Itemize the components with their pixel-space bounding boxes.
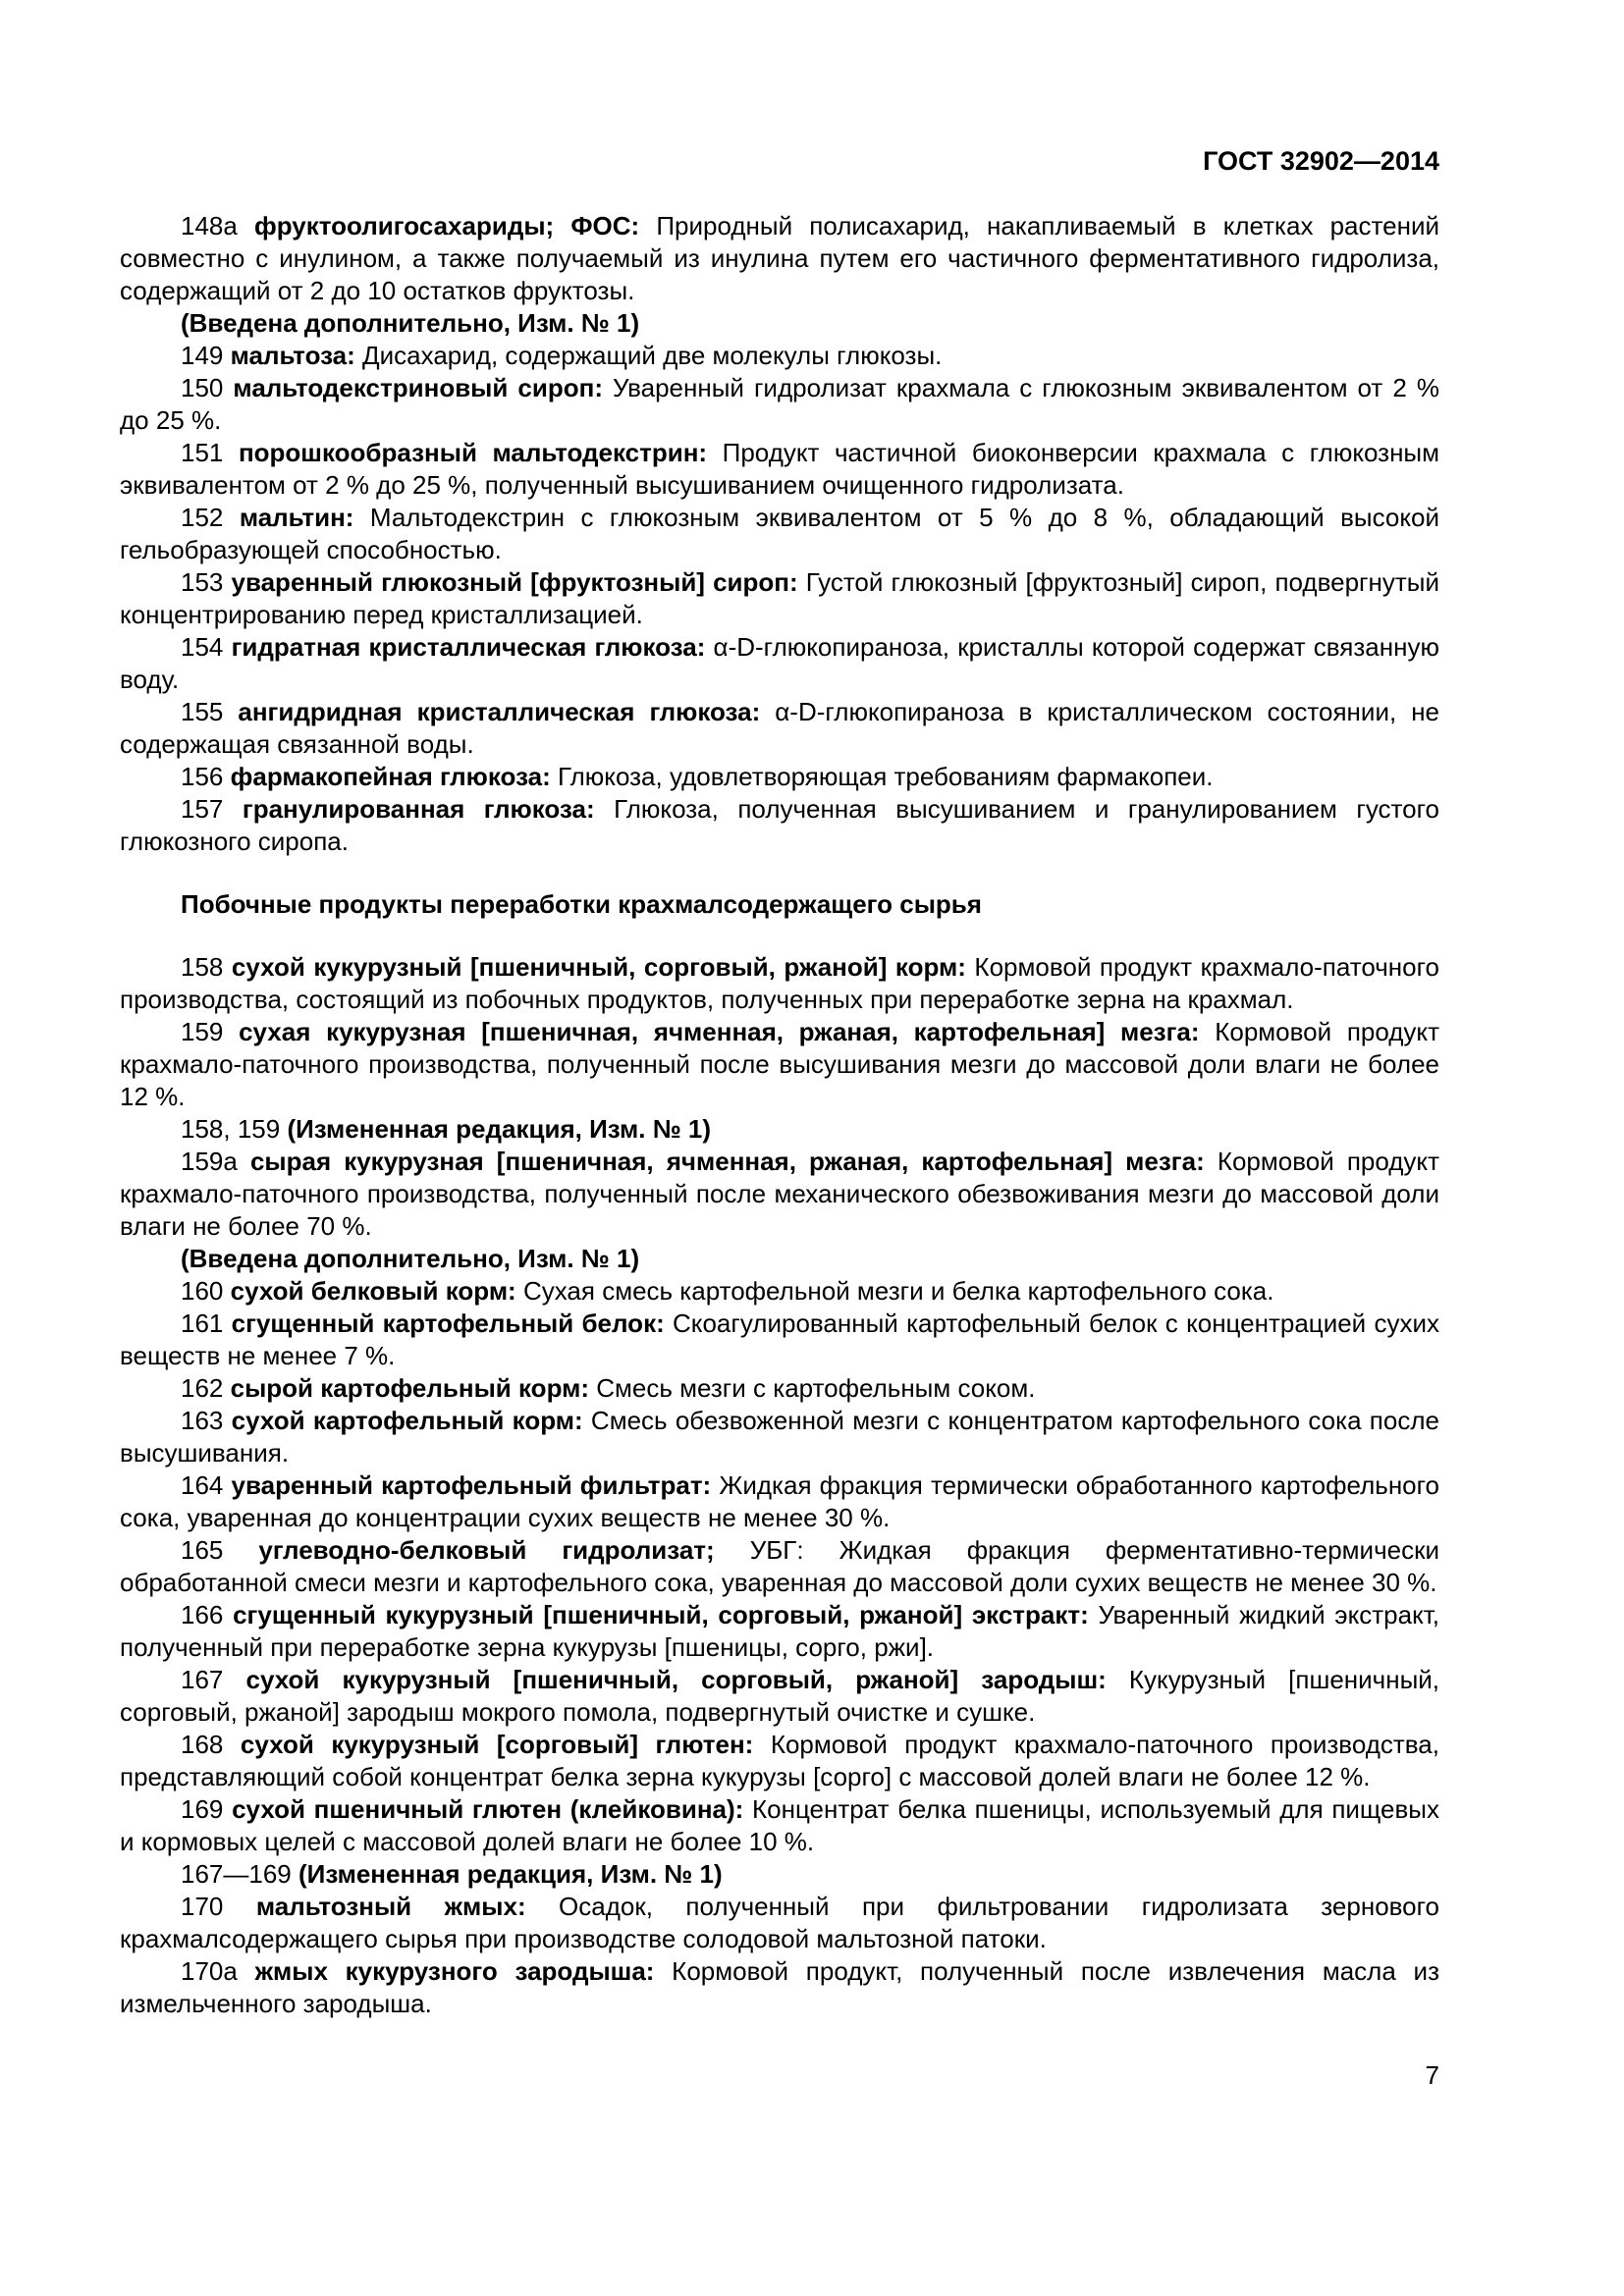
text-segment: α-D-глюкопираноза, кристаллы которой содержат связанную воду. [120, 632, 1439, 694]
bold-text-segment: мальтоза: [230, 341, 355, 370]
text-segment: Смесь обезвоженной мезги с концентратом картофельного сока после высушивания. [120, 1406, 1439, 1468]
text-segment: 154 [181, 632, 232, 662]
document-content [120, 210, 1439, 2020]
text-segment: 153 [181, 567, 232, 597]
page-number: 7 [1425, 2060, 1439, 2090]
text-segment: 152 [181, 503, 240, 532]
text-segment: α-D-глюкопираноза в кристаллическом состоянии, не содержащая связанной воды. [120, 697, 1440, 759]
amendment-note [120, 1858, 1439, 1891]
text-segment: 170а [181, 1956, 255, 1986]
text-segment: Кормовой продукт крахмало-паточного производства, представляющий собой концентрат белка зерна кукурузы [сорго] с массовой долей влаги не более 12 %. [120, 1730, 1439, 1791]
term-paragraph [120, 372, 1439, 437]
bold-text-segment: сухой пшеничный глютен (клейковина): [232, 1794, 744, 1824]
term-paragraph [120, 1891, 1439, 1955]
bold-text-segment: сухой картофельный корм: [231, 1406, 583, 1435]
bold-text-segment: (Введена дополнительно, Изм. № 1) [181, 308, 640, 338]
bold-text-segment: фруктоолигосахариды; ФОС: [254, 211, 640, 240]
text-segment: Продукт частичной биоконверсии крахмала с глюкозным эквивалентом от 2 % до 25 %, полученный высушиванием очищенного гидролизата. [120, 438, 1439, 500]
text-segment: Глюкоза, полученная высушиванием и гранулированием густого глюкозного сиропа. [120, 794, 1440, 856]
term-paragraph [120, 1275, 1439, 1308]
bold-text-segment: фармакопейная глюкоза: [230, 762, 551, 791]
bold-text-segment: (Измененная редакция, Изм. № 1) [287, 1114, 712, 1144]
text-segment: 168 [181, 1730, 241, 1759]
bold-text-segment: сухой кукурузный [сорговый] глютен: [240, 1730, 754, 1759]
bold-text-segment: жмых кукурузного зародыша: [254, 1956, 655, 1986]
term-paragraph [120, 1664, 1439, 1729]
term-paragraph [120, 340, 1439, 372]
bold-text-segment: уваренный картофельный фильтрат: [231, 1470, 712, 1500]
text-segment: 148а [181, 211, 254, 240]
text-segment: 161 [181, 1308, 232, 1338]
text-segment: Глюкоза, удовлетворяющая требованиям фармакопеи. [550, 762, 1214, 791]
text-segment: Кормовой продукт крахмало-паточного производства, полученный после механического обезвоживания мезги до массовой доли влаги не более 70 %. [120, 1147, 1439, 1241]
term-paragraph [120, 631, 1439, 696]
term-paragraph [120, 1016, 1439, 1113]
text-segment: 151 [181, 438, 239, 467]
amendment-note [120, 1113, 1439, 1146]
bold-text-segment: сухая кукурузная [пшеничная, ячменная, ржаная, картофельная] мезга: [239, 1017, 1200, 1046]
text-segment: Осадок, полученный при фильтровании гидролизата зернового крахмалсодержащего сырья при производстве солодовой мальтозной патоки. [120, 1892, 1440, 1953]
term-paragraph [120, 1534, 1439, 1599]
text-segment: 160 [181, 1276, 231, 1306]
term-paragraph [120, 437, 1439, 502]
bold-text-segment: сырой картофельный корм: [230, 1373, 589, 1403]
term-paragraph [120, 210, 1439, 307]
bold-text-segment: сухой кукурузный [пшеничный, сорговый, ржаной] корм: [231, 952, 966, 982]
text-segment: Кормовой продукт крахмало-паточного производства, состоящий из побочных продуктов, полученных при переработке зерна на крахмал. [120, 952, 1439, 1014]
text-segment: 150 [181, 373, 234, 402]
text-segment: 162 [181, 1373, 231, 1403]
bold-text-segment: сырая кукурузная [пшеничная, ячменная, ржаная, картофельная] мезга: [249, 1147, 1205, 1176]
text-segment: 163 [181, 1406, 232, 1435]
text-segment: Жидкая фракция термически обработанного картофельного сока, уваренная до концентрации сухих веществ не менее 30 %. [120, 1470, 1440, 1532]
text-segment: Кукурузный [пшеничный, сорговый, ржаной] зародыш мокрого помола, подвергнутый очистке и сушке. [120, 1665, 1440, 1727]
amendment-note [120, 1243, 1439, 1275]
text-segment: Уваренный гидролизат крахмала с глюкозным эквивалентом от 2 % до 25 %. [120, 373, 1439, 435]
text-segment: 158, 159 [181, 1114, 288, 1144]
text-segment: Мальтодекстрин с глюкозным эквивалентом от 5 % до 8 %, обладающий высокой гельобразующей способностью. [120, 503, 1439, 564]
term-paragraph [120, 696, 1439, 761]
term-paragraph [120, 1469, 1439, 1534]
bold-text-segment: Побочные продукты переработки крахмалсодержащего сырья [181, 889, 982, 919]
text-segment: Скоагулированный картофельный белок с концентрацией сухих веществ не менее 7 %. [120, 1308, 1439, 1370]
text-segment: 149 [181, 341, 231, 370]
term-paragraph [120, 951, 1439, 1016]
text-segment: 165 [181, 1535, 259, 1565]
text-segment: Густой глюкозный [фруктозный] сироп, подвергнутый концентрированию перед кристаллизацией. [120, 567, 1439, 629]
bold-text-segment: сгущенный картофельный белок: [231, 1308, 665, 1338]
text-segment: 167 [181, 1665, 246, 1694]
bold-text-segment: мальтин: [239, 503, 354, 532]
term-paragraph [120, 1372, 1439, 1405]
term-paragraph [120, 502, 1439, 566]
text-segment: 157 [181, 794, 243, 824]
text-segment: 167—169 [181, 1859, 298, 1889]
bold-text-segment: сгущенный кукурузный [пшеничный, сорговый, ржаной] экстракт: [233, 1600, 1089, 1629]
text-segment: Кормовой продукт, полученный после извлечения масла из измельченного зародыша. [120, 1956, 1439, 2018]
text-segment: Сухая смесь картофельной мезги и белка картофельного сока. [515, 1276, 1274, 1306]
text-segment: 164 [181, 1470, 232, 1500]
text-segment: УБГ: Жидкая фракция ферментативно-термически обработанной смеси мезги и картофельного сока, уваренная до массовой доли сухих веществ не менее 30 %. [120, 1535, 1439, 1597]
section-heading [120, 888, 1439, 921]
bold-text-segment: гидратная кристаллическая глюкоза: [231, 632, 706, 662]
text-segment: Природный полисахарид, накапливаемый в клетках растений совместно с инулином, а также получаемый из инулина путем его частичного ферментативного гидролиза, содержащий от 2 до 10 остатков фруктозы. [120, 211, 1439, 305]
term-paragraph [120, 566, 1439, 631]
text-segment: 156 [181, 762, 231, 791]
bold-text-segment: гранулированная глюкоза: [242, 794, 595, 824]
text-segment: 155 [181, 697, 239, 726]
bold-text-segment: углеводно-белковый гидролизат; [258, 1535, 715, 1565]
document-header: ГОСТ 32902—2014 [1203, 146, 1439, 176]
bold-text-segment: сухой белковый корм: [230, 1276, 516, 1306]
term-paragraph [120, 1955, 1439, 2020]
text-segment: Уваренный жидкий экстракт, полученный при переработке зерна кукурузы [пшеницы, сорго, ржи]. [120, 1600, 1439, 1662]
text-segment: Кормовой продукт крахмало-паточного производства, полученный после высушивания мезги до массовой доли влаги не более 12 %. [120, 1017, 1439, 1111]
text-segment: 159 [181, 1017, 240, 1046]
term-paragraph [120, 1146, 1439, 1243]
text-segment: 169 [181, 1794, 233, 1824]
term-paragraph [120, 1599, 1439, 1664]
bold-text-segment: (Введена дополнительно, Изм. № 1) [181, 1244, 640, 1273]
term-paragraph [120, 1793, 1439, 1858]
term-paragraph [120, 793, 1439, 858]
bold-text-segment: порошкообразный мальтодекстрин: [238, 438, 708, 467]
term-paragraph [120, 761, 1439, 793]
bold-text-segment: уваренный глюкозный [фруктозный] сироп: [231, 567, 798, 597]
bold-text-segment: ангидридная кристаллическая глюкоза: [238, 697, 761, 726]
text-segment: 170 [181, 1892, 256, 1921]
bold-text-segment: мальтодекстриновый сироп: [233, 373, 603, 402]
text-segment: Смесь мезги с картофельным соком. [589, 1373, 1036, 1403]
bold-text-segment: (Измененная редакция, Изм. № 1) [298, 1859, 723, 1889]
term-paragraph [120, 1308, 1439, 1372]
amendment-note [120, 307, 1439, 340]
term-paragraph [120, 1729, 1439, 1793]
text-segment: 158 [181, 952, 232, 982]
bold-text-segment: сухой кукурузный [пшеничный, сорговый, ржаной] зародыш: [245, 1665, 1107, 1694]
term-paragraph [120, 1405, 1439, 1469]
text-segment: 159а [181, 1147, 250, 1176]
text-segment: 166 [181, 1600, 234, 1629]
text-segment: Дисахарид, содержащий две молекулы глюкозы. [354, 341, 943, 370]
bold-text-segment: мальтозный жмых: [255, 1892, 526, 1921]
text-segment: Концентрат белка пшеницы, используемый для пищевых и кормовых целей с массовой долей влаги не более 10 %. [120, 1794, 1439, 1856]
